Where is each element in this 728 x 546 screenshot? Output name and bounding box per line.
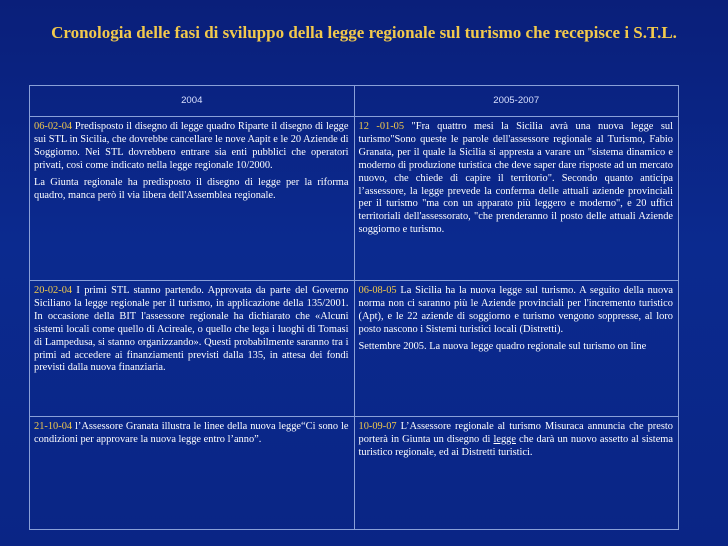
table-cell [354, 417, 679, 530]
cell-paragraph [34, 285, 349, 375]
table-cell [30, 117, 355, 281]
table-row [30, 117, 679, 281]
table-row [30, 281, 679, 417]
date-label: 12 -01-05 [358, 121, 405, 132]
cell-text: Predisposto il disegno di legge quadro Riparte il disegno di legge sui STL in Sicilia, che dovrebbe cancellare le nove Aapit e le 20 Aziende di Soggiorno. Nei STL dovrebbero entrare sia enti pubblici che operatori privati, così come indicato nella legge regionale 10/2000. [34, 121, 349, 171]
table-header-row [30, 86, 679, 117]
column-header-2005-2007: 2005-2007 [354, 86, 679, 117]
column-header-2004: 2004 [30, 86, 355, 117]
date-label: 21-10-04 [34, 421, 73, 432]
cell-text: L’Assessore regionale al turismo Misuraca annuncia che presto porterà in Giunta un disegno di [358, 421, 673, 445]
table-cell [354, 117, 679, 281]
underlined-word: legge [493, 433, 516, 445]
cell-text: I primi STL stanno partendo. Approvata da parte del Governo Siciliano la legge regionale per il turismo, in applicazione della 135/2001. In occasione della BIT l'assessore regionale ha dichiarato che «Alcuni sistemi locali come quello di Acireale, o quello che lega i luoghi di Tomasi di Lampedusa, si stanno organizzando». Questi probabilmente saranno tra i primi ad accedere ai finanziamenti previsti dalla 135, in attesa dei fondi previsti dalla nuova finanziaria. [34, 285, 349, 374]
cell-paragraph [359, 121, 674, 237]
cell-text: La Sicilia ha la nuova legge sul turismo. A seguito della nuova norma non ci saranno più le Aziende provinciali per l'incremento turistico (Apt), e le 22 aziende di soggiorno e turismo vengono soppresse, al loro posto nascono i Sistemi turistici locali (Distretti). [358, 285, 673, 335]
table-cell [30, 281, 355, 417]
cell-paragraph [34, 421, 349, 447]
cell-paragraph: La Giunta regionale ha predisposto il disegno di legge per la riforma quadro, manca però il via libera dell'Assemblea regionale. [34, 176, 349, 201]
date-label: 10-09-07 [358, 421, 397, 432]
cell-text: l’Assessore Granata illustra le linee della nuova legge“Ci sono le condizioni per approvare la nuova legge entro l’anno”. [34, 421, 349, 445]
page-title: Cronologia delle fasi di sviluppo della legge regionale sul turismo che recepisce i S.T.L. [51, 23, 677, 42]
cell-paragraph [359, 285, 674, 337]
chronology-table [29, 85, 679, 530]
table-cell [30, 417, 355, 530]
date-label: 20-02-04 [34, 285, 73, 296]
table-row [30, 417, 679, 530]
cell-paragraph: Settembre 2005. La nuova legge quadro regionale sul turismo on line [358, 340, 647, 352]
cell-text: che darà un nuovo assetto al sistema turistico regionale, ed ai Distretti turistici. [358, 433, 674, 458]
date-label: 06-08-05 [358, 285, 397, 296]
cell-text: "Fra quattro mesi la Sicilia avrà una nuova legge sul turismo"Sono queste le parole dell'assessore regionale al Turismo, Fabio Granata, per il quale la Sicilia si appresta a varare un "sistema dinamico e moderno di produzione turistica che deve saper dare risposte ad un mercato nuovo, che chiede di capire il territorio". Secondo quanto anticipa l’assessore, la legge prevede la conferma delle attuali aziende provinciali per il turismo "ma con un apparato più leggero e moderno", e 20 uffici territoriali dell'assessorato, "che prenderanno il posto delle attuali Aziende soggiorno e turismo. [358, 121, 673, 236]
cell-paragraph [359, 421, 674, 460]
date-label: 06-02-04 [34, 121, 73, 132]
table-cell [354, 281, 679, 417]
cell-paragraph [34, 121, 349, 173]
